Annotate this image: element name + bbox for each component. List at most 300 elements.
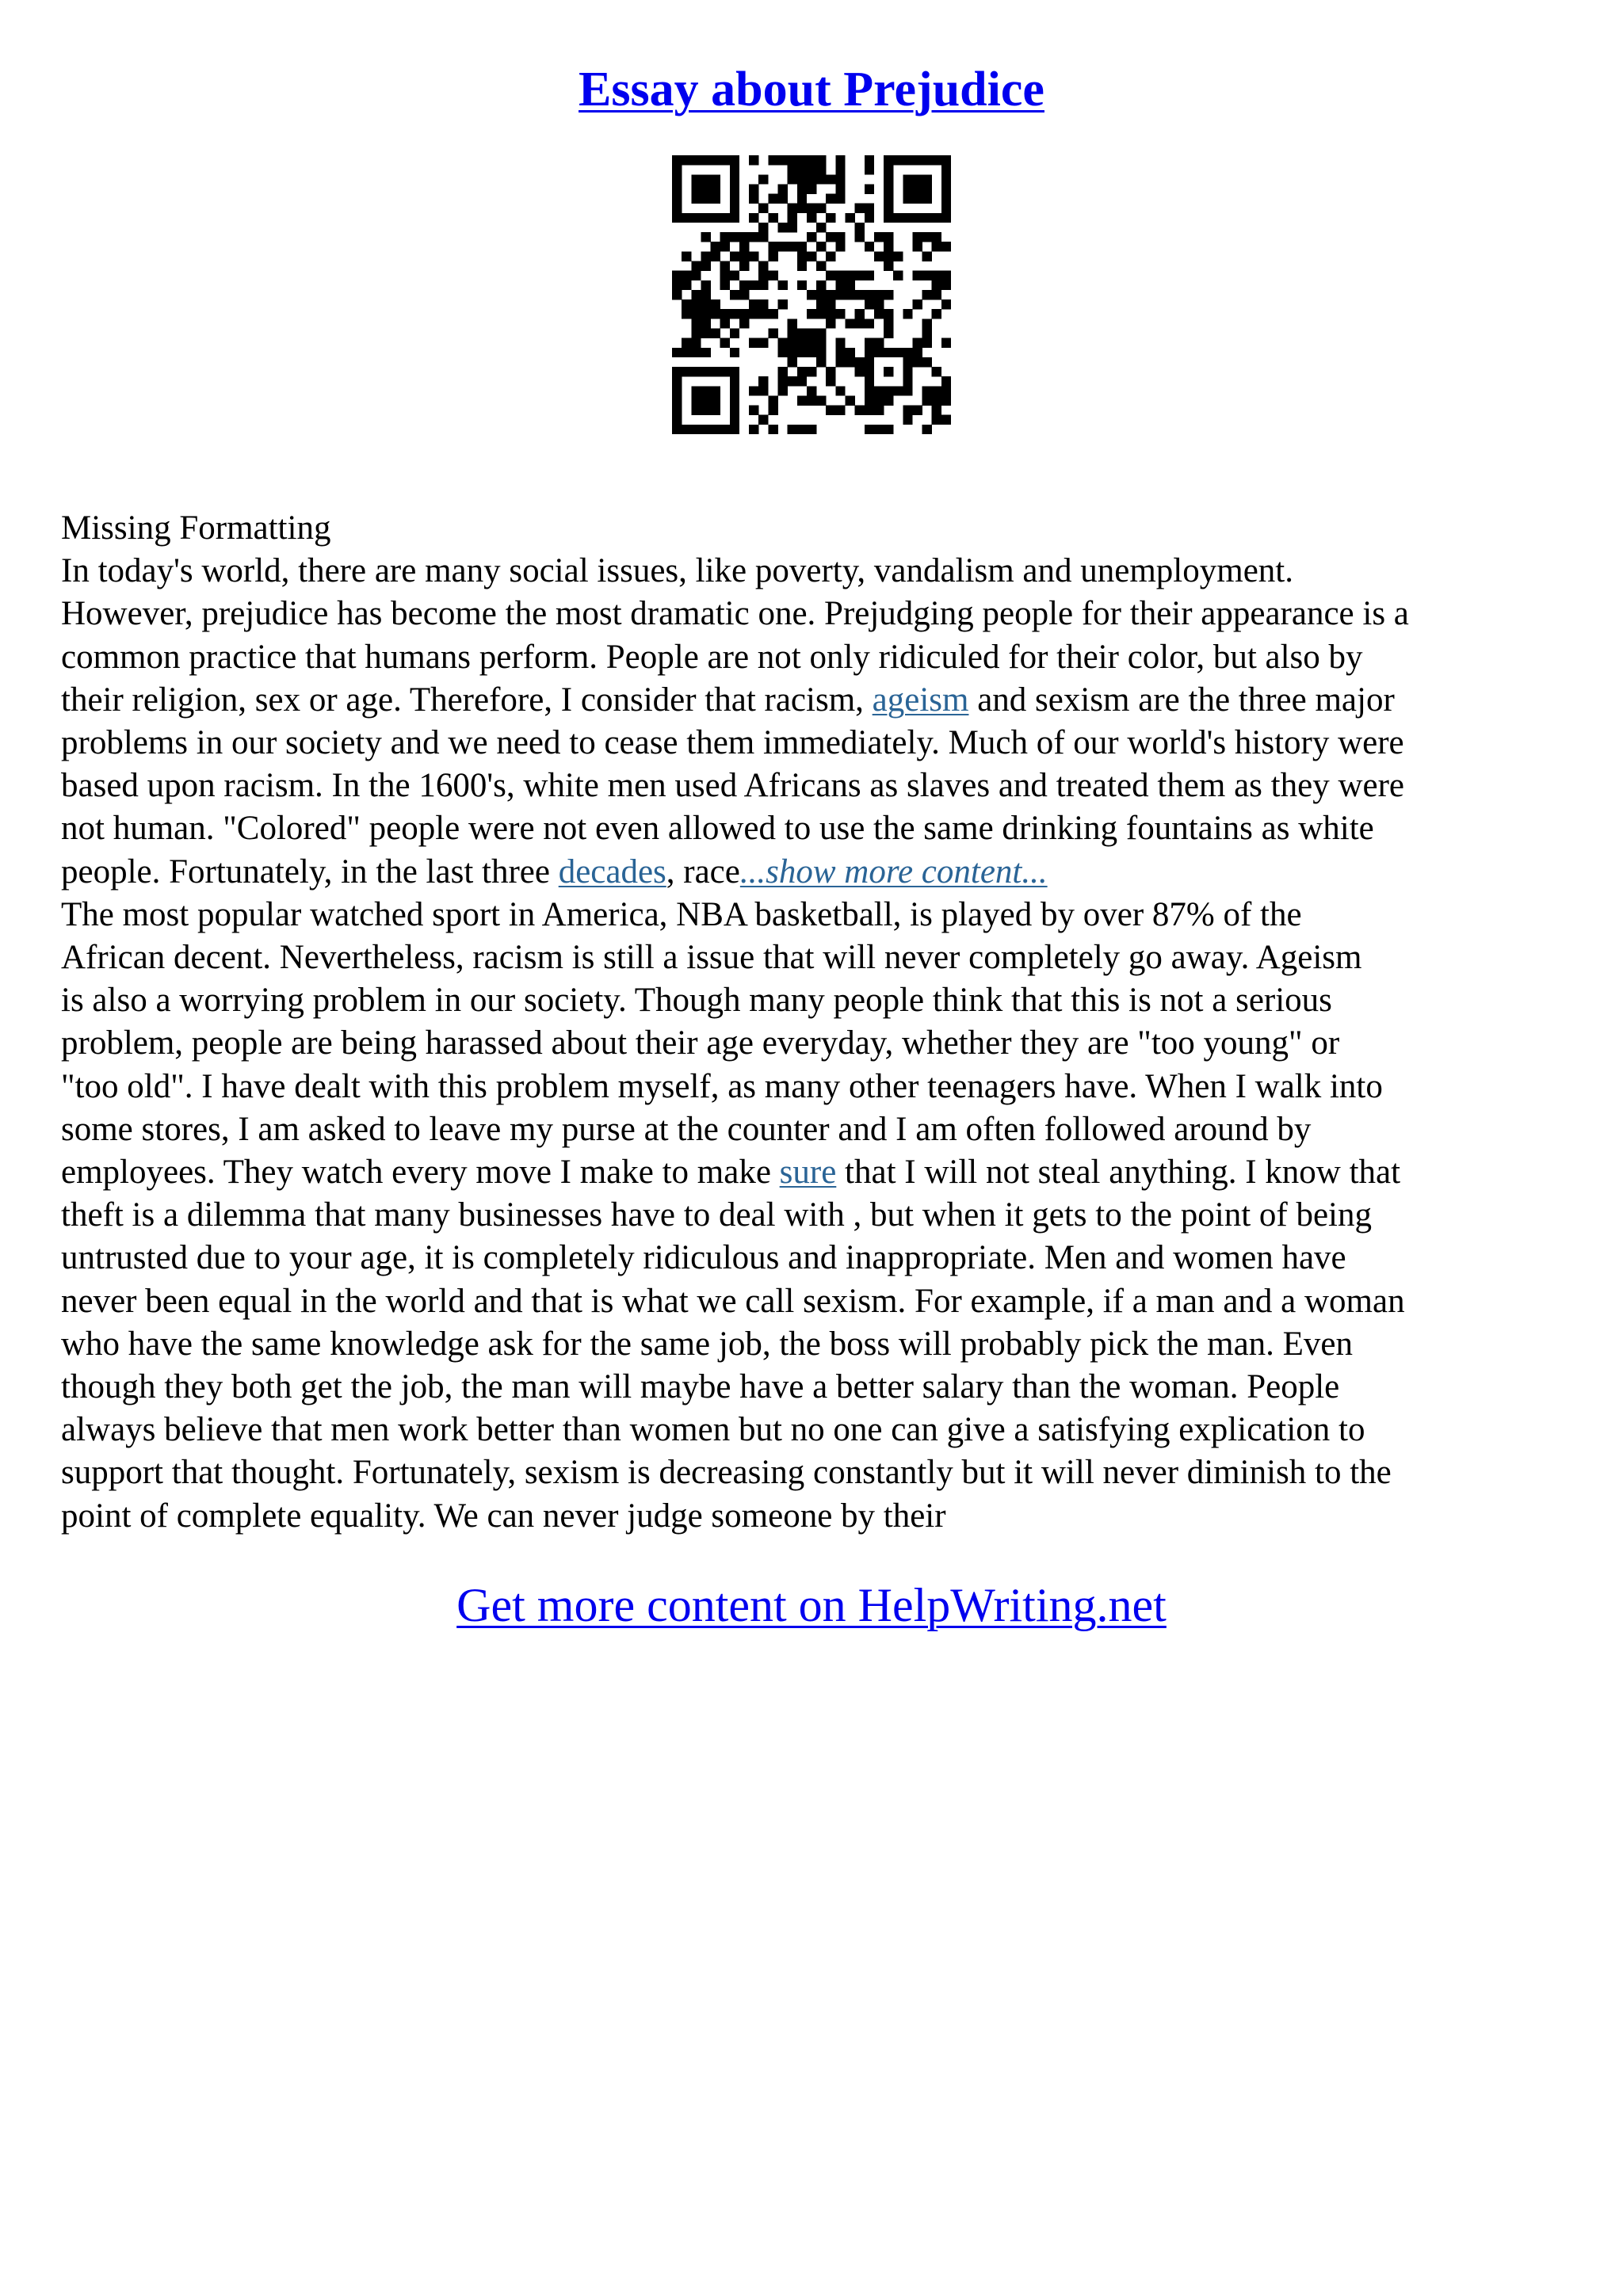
- qr-module: [730, 184, 739, 193]
- text-fragment: that I will not steal anything. I know that: [836, 1154, 1401, 1192]
- qr-module: [788, 318, 797, 328]
- qr-module: [932, 242, 941, 251]
- qr-module: [691, 261, 701, 271]
- qr-module: [730, 386, 739, 395]
- qr-module: [932, 155, 941, 165]
- qr-module: [778, 280, 788, 290]
- qr-module: [845, 348, 854, 357]
- qr-module: [884, 328, 893, 338]
- qr-module: [701, 348, 710, 357]
- text-line: not human. "Colored" people were not even allowed to use the same drinking fountains as white: [61, 810, 1374, 848]
- text-line: based upon racism. In the 1600's, white men used Africans as slaves and treated them as they were: [61, 767, 1404, 805]
- qr-module: [912, 232, 922, 242]
- qr-module: [874, 406, 884, 415]
- qr-module: [807, 425, 816, 434]
- qr-module: [865, 213, 874, 223]
- qr-module: [672, 425, 682, 434]
- qr-module: [807, 386, 816, 395]
- qr-module: [807, 328, 816, 338]
- qr-module: [730, 251, 739, 261]
- qr-module: [807, 204, 816, 213]
- qr-module: [807, 155, 816, 165]
- qr-module: [865, 395, 874, 405]
- qr-module: [691, 184, 701, 193]
- qr-module: [788, 223, 797, 232]
- qr-module: [730, 395, 739, 405]
- qr-module: [691, 328, 701, 338]
- qr-module: [730, 165, 739, 174]
- qr-module: [682, 251, 691, 261]
- qr-module: [884, 232, 893, 242]
- qr-module: [835, 280, 845, 290]
- qr-module: [932, 232, 941, 242]
- qr-module: [941, 194, 951, 204]
- qr-module: [797, 242, 807, 251]
- qr-module: [941, 280, 951, 290]
- qr-module: [835, 338, 845, 348]
- qr-module: [893, 271, 903, 280]
- qr-module: [720, 425, 730, 434]
- qr-module: [865, 165, 874, 174]
- qr-module: [922, 174, 932, 184]
- qr-module: [778, 155, 788, 165]
- qr-module: [922, 194, 932, 204]
- qr-module: [874, 290, 884, 299]
- qr-module: [691, 348, 701, 357]
- qr-module: [816, 290, 826, 299]
- qr-module: [874, 251, 884, 261]
- qr-module: [672, 395, 682, 405]
- qr-module: [749, 194, 758, 204]
- qr-module: [932, 386, 941, 395]
- qr-module: [865, 376, 874, 386]
- show-more-link[interactable]: ...show more content...: [739, 852, 1048, 891]
- qr-module: [682, 213, 691, 223]
- qr-module: [778, 242, 788, 251]
- qr-module: [720, 271, 730, 280]
- qr-module: [701, 232, 710, 242]
- qr-module: [835, 271, 845, 280]
- qr-module: [672, 184, 682, 193]
- qr-module: [701, 386, 710, 395]
- qr-module: [778, 184, 788, 193]
- qr-module: [682, 367, 691, 376]
- qr-module: [903, 194, 912, 204]
- qr-module: [922, 213, 932, 223]
- qr-module: [701, 280, 710, 290]
- qr-module: [672, 155, 682, 165]
- text-line: though they both get the job, the man will maybe have a better salary than the woman. People: [61, 1368, 1340, 1406]
- qr-module: [826, 232, 835, 242]
- qr-module: [749, 309, 758, 318]
- qr-module: [701, 309, 710, 318]
- qr-module: [672, 367, 682, 376]
- qr-module: [865, 357, 874, 367]
- qr-module: [720, 309, 730, 318]
- qr-module: [922, 251, 932, 261]
- qr-module: [826, 299, 835, 309]
- qr-module: [922, 395, 932, 405]
- qr-module: [826, 406, 835, 415]
- text-line: support that thought. Fortunately, sexism is decreasing constantly but it will never diminish to the: [61, 1454, 1392, 1492]
- qr-module: [865, 425, 874, 434]
- qr-module: [922, 357, 932, 367]
- text-line: problems in our society and we need to cease them immediately. Much of our world's history were: [61, 724, 1404, 762]
- qr-module: [720, 232, 730, 242]
- qr-module: [835, 155, 845, 165]
- qr-module: [855, 357, 865, 367]
- qr-module: [711, 386, 720, 395]
- qr-module: [835, 309, 845, 318]
- qr-module: [797, 395, 807, 405]
- qr-module: [826, 271, 835, 280]
- qr-module: [816, 242, 826, 251]
- qr-module: [912, 348, 922, 357]
- qr-module: [807, 184, 816, 193]
- qr-module: [691, 425, 701, 434]
- qr-module: [835, 386, 845, 395]
- qr-module: [701, 299, 710, 309]
- qr-module: [826, 376, 835, 386]
- qr-module: [893, 155, 903, 165]
- qr-module: [730, 232, 739, 242]
- qr-module: [739, 309, 749, 318]
- qr-module: [903, 367, 912, 376]
- qr-module: [797, 367, 807, 376]
- qr-module: [720, 318, 730, 328]
- qr-module: [758, 232, 768, 242]
- qr-module: [730, 415, 739, 425]
- qr-module: [768, 155, 777, 165]
- qr-module: [691, 338, 701, 348]
- qr-module: [807, 338, 816, 348]
- qr-module: [720, 213, 730, 223]
- text-line: common practice that humans perform. People are not only ridiculed for their color, but also by: [61, 638, 1363, 676]
- qr-module: [884, 184, 893, 193]
- qr-module: [903, 155, 912, 165]
- qr-module: [884, 165, 893, 174]
- qr-module: [903, 184, 912, 193]
- qr-module: [730, 290, 739, 299]
- qr-module: [758, 309, 768, 318]
- qr-module: [865, 299, 874, 309]
- qr-module: [884, 395, 893, 405]
- qr-module: [758, 299, 768, 309]
- qr-module: [768, 328, 777, 338]
- qr-module: [758, 280, 768, 290]
- qr-module: [816, 338, 826, 348]
- qr-module: [797, 251, 807, 261]
- qr-module: [807, 232, 816, 242]
- qr-module: [749, 280, 758, 290]
- qr-module: [855, 223, 865, 232]
- qr-module: [922, 184, 932, 193]
- qr-module: [826, 194, 835, 204]
- qr-module: [778, 376, 788, 386]
- qr-module: [730, 328, 739, 338]
- text-fragment: , race: [666, 852, 740, 891]
- qr-module: [874, 348, 884, 357]
- qr-module: [816, 328, 826, 338]
- qr-module: [749, 338, 758, 348]
- qr-module: [912, 174, 922, 184]
- qr-module: [884, 290, 893, 299]
- qr-module: [941, 213, 951, 223]
- qr-module: [730, 406, 739, 415]
- title-link[interactable]: Essay about Prejudice: [579, 63, 1044, 116]
- qr-module: [826, 174, 835, 184]
- qr-module: [941, 299, 951, 309]
- ageism-link[interactable]: ageism: [872, 681, 969, 719]
- qr-module: [835, 348, 845, 357]
- qr-module: [720, 261, 730, 271]
- qr-module: [797, 194, 807, 204]
- qr-module: [691, 213, 701, 223]
- qr-module: [932, 290, 941, 299]
- qr-module: [797, 328, 807, 338]
- qr-module: [941, 338, 951, 348]
- qr-module: [922, 425, 932, 434]
- qr-code-graphic: [672, 155, 951, 434]
- qr-module: [816, 348, 826, 357]
- qr-module: [788, 242, 797, 251]
- qr-module: [701, 318, 710, 328]
- qr-module: [912, 338, 922, 348]
- decades-link[interactable]: decades: [558, 852, 666, 891]
- qr-module: [672, 348, 682, 357]
- qr-module: [845, 318, 854, 328]
- qr-module: [711, 309, 720, 318]
- text-line: However, prejudice has become the most dramatic one. Prejudging people for their appearance is a: [61, 595, 1409, 633]
- qr-module: [691, 406, 701, 415]
- text-fragment: their religion, sex or age. Therefore, I consider that racism,: [61, 681, 873, 719]
- qr-module: [941, 174, 951, 184]
- qr-module: [730, 271, 739, 280]
- qr-module: [932, 367, 941, 376]
- qr-module: [884, 386, 893, 395]
- qr-module: [816, 165, 826, 174]
- qr-module: [884, 155, 893, 165]
- qr-module: [711, 174, 720, 184]
- qr-module: [691, 271, 701, 280]
- qr-module: [682, 309, 691, 318]
- qr-module: [816, 174, 826, 184]
- qr-module: [739, 242, 749, 251]
- qr-module: [932, 395, 941, 405]
- qr-module: [778, 194, 788, 204]
- qr-module: [816, 357, 826, 367]
- qr-module: [711, 367, 720, 376]
- qr-module: [730, 309, 739, 318]
- qr-module: [884, 309, 893, 318]
- qr-module: [788, 165, 797, 174]
- qr-module: [941, 242, 951, 251]
- qr-module: [835, 357, 845, 367]
- text-fragment: employees. They watch every move I make to make: [61, 1154, 780, 1192]
- qr-module: [874, 338, 884, 348]
- qr-module: [701, 194, 710, 204]
- qr-module: [797, 174, 807, 184]
- qr-module: [711, 395, 720, 405]
- qr-module: [701, 328, 710, 338]
- qr-module: [893, 348, 903, 357]
- qr-module: [701, 290, 710, 299]
- qr-module: [826, 318, 835, 328]
- qr-module: [691, 309, 701, 318]
- qr-module: [701, 174, 710, 184]
- qr-module: [672, 280, 682, 290]
- qr-module: [807, 290, 816, 299]
- qr-module: [788, 348, 797, 357]
- text-line: problem, people are being harassed about their age everyday, whether they are "too young" or: [61, 1024, 1340, 1062]
- qr-module: [816, 155, 826, 165]
- qr-module: [768, 309, 777, 318]
- qr-module: [884, 348, 893, 357]
- qr-module: [691, 194, 701, 204]
- qr-module: [922, 232, 932, 242]
- qr-module: [884, 425, 893, 434]
- qr-module: [701, 184, 710, 193]
- qr-module: [797, 348, 807, 357]
- qr-module: [788, 425, 797, 434]
- qr-module: [845, 290, 854, 299]
- qr-module: [903, 348, 912, 357]
- qr-module: [788, 204, 797, 213]
- qr-module: [893, 386, 903, 395]
- qr-module: [691, 174, 701, 184]
- qr-module: [865, 406, 874, 415]
- qr-module: [778, 223, 788, 232]
- qr-module: [739, 232, 749, 242]
- qr-module: [826, 251, 835, 261]
- qr-module: [711, 184, 720, 193]
- qr-module: [922, 155, 932, 165]
- qr-module: [711, 251, 720, 261]
- qr-module: [932, 406, 941, 415]
- qr-module: [730, 213, 739, 223]
- qr-module: [749, 184, 758, 193]
- qr-module: [739, 318, 749, 328]
- text-line: "too old". I have dealt with this problem myself, as many other teenagers have. When I walk into: [61, 1067, 1383, 1105]
- qr-module: [874, 395, 884, 405]
- text-line: In today's world, there are many social issues, like poverty, vandalism and unemployment.: [61, 552, 1293, 590]
- text-line: African decent. Nevertheless, racism is still a issue that will never completely go away. Ageism: [61, 939, 1362, 977]
- qr-module: [903, 213, 912, 223]
- qr-module: [865, 386, 874, 395]
- qr-module: [730, 376, 739, 386]
- qr-module: [672, 174, 682, 184]
- qr-module: [682, 155, 691, 165]
- qr-module: [672, 194, 682, 204]
- qr-module: [816, 204, 826, 213]
- qr-module: [749, 406, 758, 415]
- qr-module: [845, 213, 854, 223]
- qr-module: [855, 271, 865, 280]
- qr-module: [758, 223, 768, 232]
- qr-module: [672, 415, 682, 425]
- qr-module: [826, 213, 835, 223]
- qr-module: [672, 406, 682, 415]
- qr-module: [922, 271, 932, 280]
- qr-module: [691, 367, 701, 376]
- qr-module: [758, 338, 768, 348]
- qr-module: [797, 280, 807, 290]
- qr-module: [778, 299, 788, 309]
- qr-module: [884, 204, 893, 213]
- qr-module: [941, 415, 951, 425]
- qr-module: [672, 386, 682, 395]
- sure-link[interactable]: sure: [779, 1154, 837, 1192]
- qr-module: [845, 280, 854, 290]
- qr-module: [720, 155, 730, 165]
- qr-module: [903, 174, 912, 184]
- qr-module: [758, 386, 768, 395]
- qr-module: [874, 386, 884, 395]
- qr-module: [932, 271, 941, 280]
- qr-module: [730, 367, 739, 376]
- qr-module: [884, 242, 893, 251]
- qr-module: [807, 174, 816, 184]
- page-title: [0, 57, 1623, 122]
- qr-module: [682, 280, 691, 290]
- qr-module: [912, 213, 922, 223]
- qr-module: [691, 299, 701, 309]
- qr-module: [730, 194, 739, 204]
- qr-module: [691, 290, 701, 299]
- qr-module: [739, 290, 749, 299]
- qr-module: [884, 213, 893, 223]
- qr-module: [797, 425, 807, 434]
- qr-module: [903, 376, 912, 386]
- qr-module: [865, 318, 874, 328]
- qr-module: [855, 367, 865, 376]
- qr-module: [874, 425, 884, 434]
- qr-module: [730, 155, 739, 165]
- text-line: [61, 851, 1567, 894]
- qr-module: [749, 386, 758, 395]
- qr-module: [884, 174, 893, 184]
- qr-module: [912, 194, 922, 204]
- qr-module: [739, 261, 749, 271]
- qr-module: [932, 415, 941, 425]
- qr-module: [865, 155, 874, 165]
- qr-module: [865, 348, 874, 357]
- qr-module: [835, 174, 845, 184]
- text-line: theft is a dilemma that many businesses have to deal with , but when it gets to the point of being: [61, 1196, 1372, 1234]
- qr-module: [711, 328, 720, 338]
- qr-module: [788, 328, 797, 338]
- qr-module: [758, 174, 768, 184]
- qr-module: [788, 174, 797, 184]
- qr-module: [835, 184, 845, 193]
- qr-module: [941, 184, 951, 193]
- footer: [0, 1573, 1623, 1637]
- qr-module: [701, 367, 710, 376]
- text-fragment: people. Fortunately, in the last three: [61, 852, 559, 891]
- qr-module: [749, 299, 758, 309]
- qr-module: [682, 425, 691, 434]
- helpwriting-link[interactable]: Get more content on HelpWriting.net: [456, 1579, 1167, 1631]
- qr-module: [816, 280, 826, 290]
- qr-module: [941, 204, 951, 213]
- qr-module: [701, 155, 710, 165]
- qr-module: [768, 406, 777, 415]
- qr-module: [807, 367, 816, 376]
- qr-module: [941, 271, 951, 280]
- qr-module: [749, 232, 758, 242]
- qr-module: [807, 348, 816, 357]
- qr-module: [711, 242, 720, 251]
